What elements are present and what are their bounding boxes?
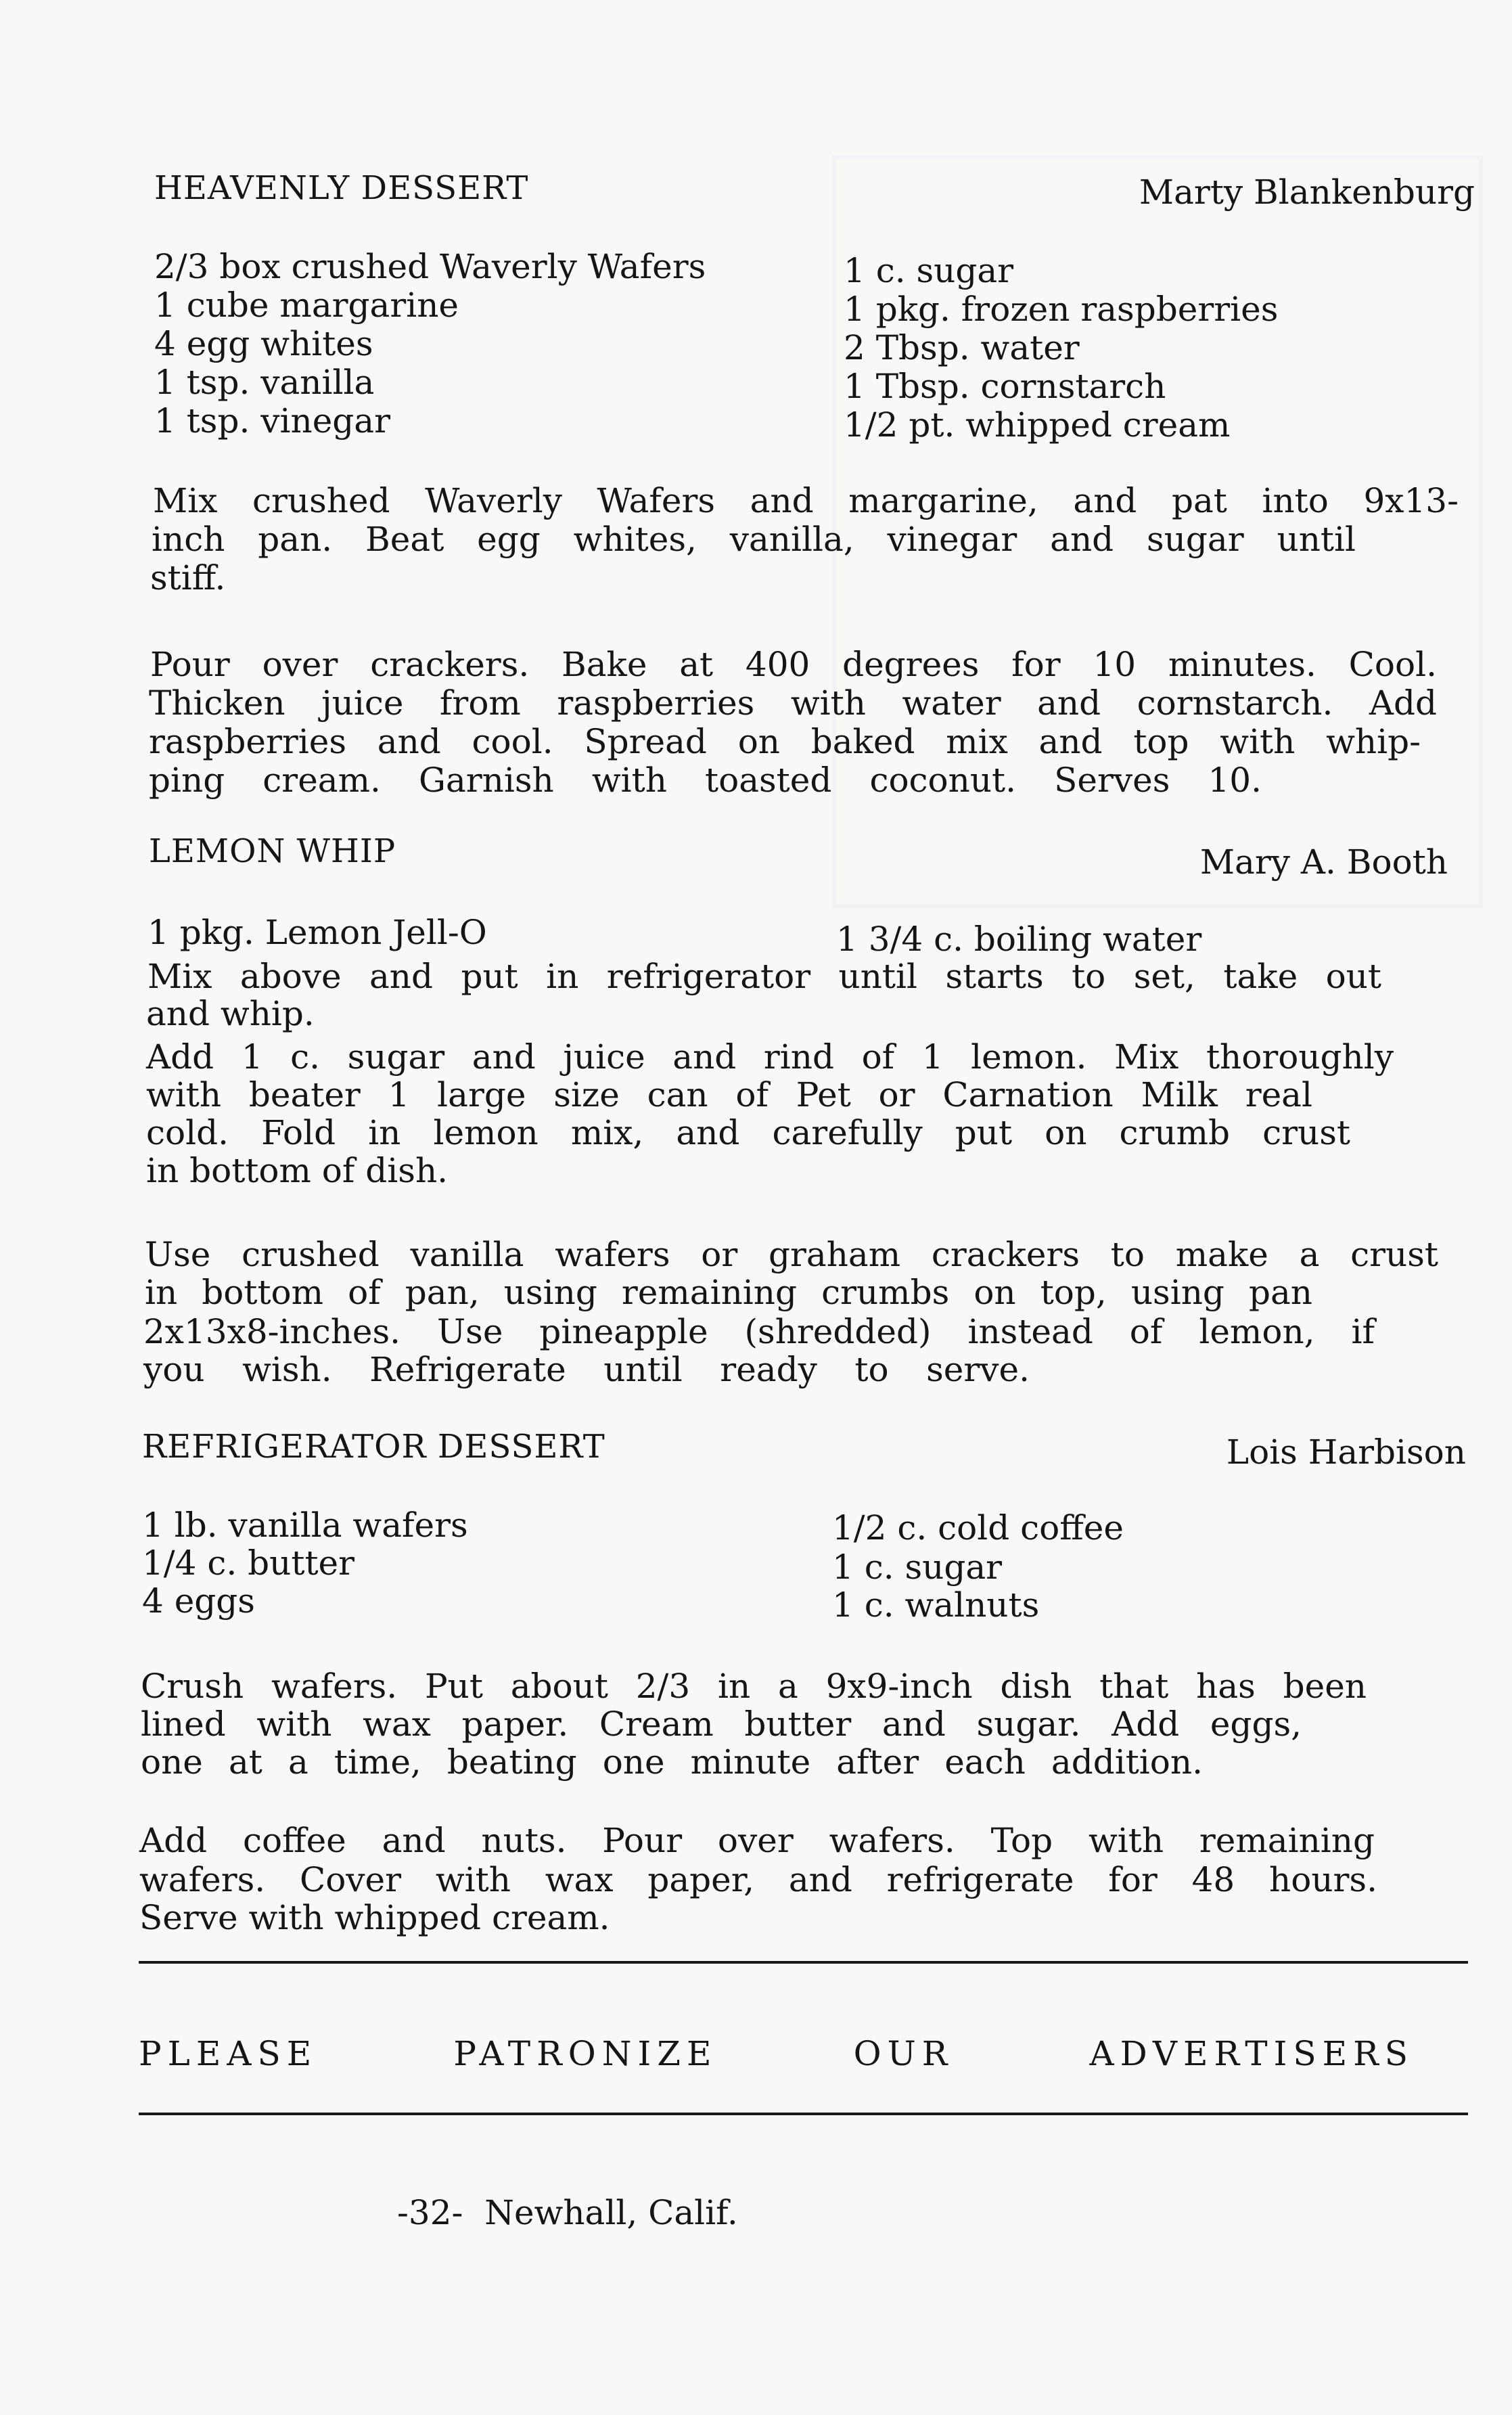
instruction-line: Thicken juice from raspberries with water and cornstarch. Add	[149, 683, 1437, 723]
ingredient: 2 Tbsp. water	[844, 328, 1080, 367]
ingredient: 1 pkg. frozen raspberries	[844, 290, 1279, 329]
banner-word: OUR	[853, 2034, 954, 2073]
instruction-line: one at a time, beating one minute after each addition.	[141, 1742, 1203, 1782]
ingredient: 1 c. sugar	[844, 251, 1014, 290]
ingredient: 1/4 c. butter	[142, 1543, 355, 1583]
advertisers-banner	[139, 2034, 1414, 2073]
instruction-line: stiff.	[150, 558, 226, 597]
instruction-line: 2x13x8-inches. Use pineapple (shredded) instead of lemon, if	[143, 1312, 1375, 1351]
ingredient: 1 pkg. Lemon Jell-O	[147, 913, 487, 952]
instruction-line: lined with wax paper. Cream butter and sugar. Add eggs,	[141, 1705, 1302, 1744]
divider-bottom	[139, 2113, 1468, 2115]
instruction-line: you wish. Refrigerate until ready to serve.	[143, 1350, 1030, 1389]
instruction-line: in bottom of pan, using remaining crumbs on top, using pan	[145, 1273, 1312, 1312]
ingredient: 4 eggs	[142, 1581, 255, 1621]
ingredient: 2/3 box crushed Waverly Wafers	[154, 247, 706, 286]
instruction-line: Use crushed vanilla wafers or graham crackers to make a crust	[145, 1235, 1438, 1274]
instruction-line: Add coffee and nuts. Pour over wafers. Top with remaining	[139, 1821, 1375, 1860]
recipe-author: Marty Blankenburg	[1139, 173, 1475, 212]
ingredient: 1 lb. vanilla wafers	[142, 1506, 468, 1545]
instruction-line: raspberries and cool. Spread on baked mix and top with whip-	[149, 722, 1421, 761]
instruction-line: Crush wafers. Put about 2/3 in a 9x9-inch dish that has been	[141, 1667, 1367, 1706]
recipe-title: LEMON WHIP	[149, 832, 396, 870]
ingredient: 4 egg whites	[154, 324, 373, 363]
instruction-line: in bottom of dish.	[146, 1151, 449, 1190]
ingredient: 1 cube margarine	[154, 286, 459, 325]
recipe-author: Mary A. Booth	[1199, 842, 1448, 882]
instruction-line: Add 1 c. sugar and juice and rind of 1 lemon. Mix thoroughly	[146, 1037, 1394, 1077]
instruction-line: cold. Fold in lemon mix, and carefully put on crumb crust	[146, 1113, 1350, 1152]
recipe-title: REFRIGERATOR DESSERT	[142, 1428, 605, 1466]
banner-word: ADVERTISERS	[1089, 2034, 1414, 2073]
banner-word: PLEASE	[139, 2034, 318, 2073]
ingredient: 1/2 c. cold coffee	[832, 1508, 1124, 1548]
divider-top	[139, 1961, 1468, 1964]
ingredient: 1 tsp. vinegar	[154, 401, 390, 441]
instruction-line: inch pan. Beat egg whites, vanilla, vinegar and sugar until	[152, 520, 1356, 559]
instruction-line: Pour over crackers. Bake at 400 degrees for 10 minutes. Cool.	[150, 645, 1437, 684]
instruction-line: Mix above and put in refrigerator until starts to set, take out	[147, 957, 1381, 996]
banner-word: PATRONIZE	[453, 2034, 718, 2073]
ingredient: 1/2 pt. whipped cream	[844, 405, 1231, 445]
instruction-line: ping cream. Garnish with toasted coconut. Serves 10.	[149, 761, 1262, 800]
instruction-line: Serve with whipped cream.	[139, 1898, 610, 1937]
ingredient: 1 tsp. vanilla	[154, 363, 375, 402]
recipe-author: Lois Harbison	[1226, 1432, 1466, 1472]
ingredient: 1 Tbsp. cornstarch	[844, 367, 1166, 406]
instruction-line: Mix crushed Waverly Wafers and margarine, and pat into 9x13-	[153, 481, 1459, 520]
ingredient: 1 c. walnuts	[832, 1585, 1040, 1625]
ingredient: 1 3/4 c. boiling water	[836, 920, 1202, 959]
instruction-line: and whip.	[146, 994, 315, 1033]
instruction-line: with beater 1 large size can of Pet or Carnation Milk real	[146, 1075, 1312, 1114]
ingredient: 1 c. sugar	[832, 1548, 1003, 1587]
instruction-line: wafers. Cover with wax paper, and refrigerate for 48 hours.	[139, 1860, 1377, 1899]
page-footer: -32- Newhall, Calif.	[397, 2193, 738, 2232]
recipe-title: HEAVENLY DESSERT	[154, 169, 529, 207]
